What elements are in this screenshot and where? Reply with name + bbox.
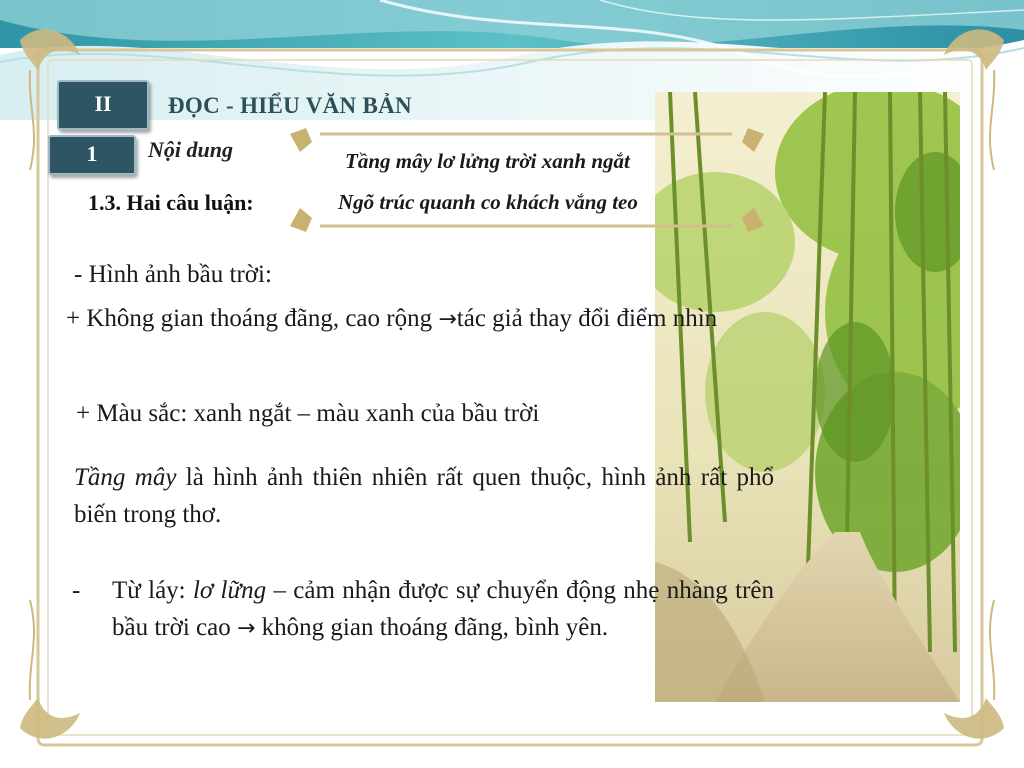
- lay-middle: – cảm nhận được sự chuyển động nhẹ nhàng trên bầu trời cao: [112, 577, 774, 641]
- lay-term: lơ lững: [192, 577, 267, 604]
- lay-end: không gian thoáng đãng, bình yên.: [255, 614, 609, 641]
- space-text-before: + Không gian thoáng đãng, cao rộng: [66, 305, 439, 332]
- subsection-title: Nội dung: [148, 137, 233, 162]
- poem-line-1: Tầng mây lơ lửng trời xanh ngắt: [345, 149, 630, 173]
- poem-line-2: Ngõ trúc quanh co khách vắng teo: [338, 190, 638, 214]
- part-title: 1.3. Hai câu luận:: [88, 190, 254, 215]
- space-text-after: tác giả thay đổi điểm nhìn: [456, 305, 718, 332]
- cloud-term: Tầng mây: [74, 464, 177, 491]
- arrow-right-icon: →: [236, 616, 256, 641]
- color-bullet: + Màu sắc: xanh ngắt – màu xanh của bầu trời: [76, 400, 540, 427]
- space-bullet: [66, 300, 726, 338]
- poem-frame: [282, 126, 772, 236]
- cloud-text: là hình ảnh thiên nhiên rất quen thuộc, hình ảnh rất phổ biến trong thơ.: [74, 464, 774, 528]
- lay-dash: -: [72, 577, 81, 604]
- section-title: ĐỌC - HIỂU VĂN BẢN: [168, 93, 412, 118]
- lay-prefix: Từ láy:: [112, 577, 193, 604]
- subsection-number-badge: 1: [48, 135, 136, 175]
- lay-paragraph: [112, 572, 774, 647]
- arrow-right-icon: →: [438, 307, 457, 332]
- cloud-paragraph: [74, 459, 774, 533]
- sky-heading: - Hình ảnh bầu trời:: [74, 261, 272, 288]
- section-number-badge: II: [57, 80, 149, 130]
